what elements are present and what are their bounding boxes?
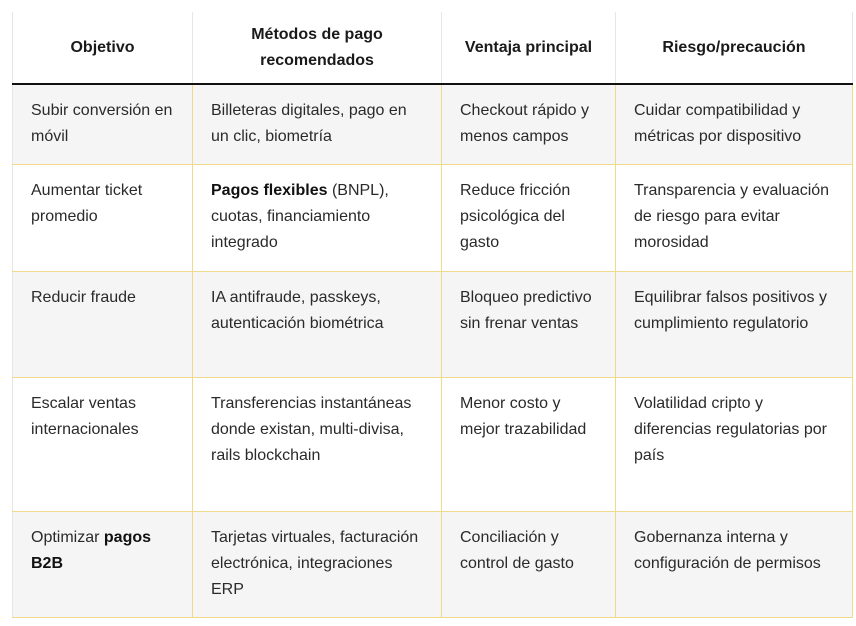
cell-riesgo: Transparencia y evaluación de riesgo para evitar morosidad (616, 164, 853, 271)
cell-objetivo: Aumentar ticket promedio (13, 164, 193, 271)
cell-ventaja: Reduce fricción psicológica del gasto (442, 164, 616, 271)
cell-objetivo: Reducir fraude (13, 271, 193, 377)
cell-metodos: Billeteras digitales, pago en un clic, biometría (193, 84, 442, 164)
cell-metodos: IA antifraude, passkeys, autenticación biométrica (193, 271, 442, 377)
cell-objetivo: Escalar ventas internacionales (13, 377, 193, 511)
table-row (13, 271, 853, 377)
cell-objetivo (13, 511, 193, 617)
cell-ventaja: Menor costo y mejor trazabilidad (442, 377, 616, 511)
header-riesgo: Riesgo/precaución (616, 12, 853, 84)
table-row (13, 377, 853, 511)
cell-metodos: Tarjetas virtuales, facturación electrónica, integraciones ERP (193, 511, 442, 617)
table-row (13, 164, 853, 271)
cell-riesgo: Volatilidad cripto y diferencias regulatorias por país (616, 377, 853, 511)
cell-riesgo: Cuidar compatibilidad y métricas por dispositivo (616, 84, 853, 164)
cell-riesgo: Gobernanza interna y configuración de permisos (616, 511, 853, 617)
cell-riesgo: Equilibrar falsos positivos y cumplimiento regulatorio (616, 271, 853, 377)
cell-metodos: Transferencias instantáneas donde existan, multi-divisa, rails blockchain (193, 377, 442, 511)
cell-text: Optimizar (31, 528, 104, 546)
payment-methods-table (12, 12, 853, 618)
cell-ventaja: Bloqueo predictivo sin frenar ventas (442, 271, 616, 377)
cell-text: (BNPL), cuotas, financiamiento integrado (211, 181, 389, 251)
header-ventaja: Ventaja principal (442, 12, 616, 84)
header-objetivo: Objetivo (13, 12, 193, 84)
bold-text: pagos B2B (31, 528, 152, 572)
table-row (13, 84, 853, 164)
header-metodos: Métodos de pago recomendados (193, 12, 442, 84)
table-header-row (13, 12, 853, 84)
cell-metodos (193, 164, 442, 271)
cell-objetivo: Subir conversión en móvil (13, 84, 193, 164)
cell-ventaja: Conciliación y control de gasto (442, 511, 616, 617)
bold-text: Pagos flexibles (211, 181, 328, 199)
cell-ventaja: Checkout rápido y menos campos (442, 84, 616, 164)
table-row (13, 511, 853, 617)
